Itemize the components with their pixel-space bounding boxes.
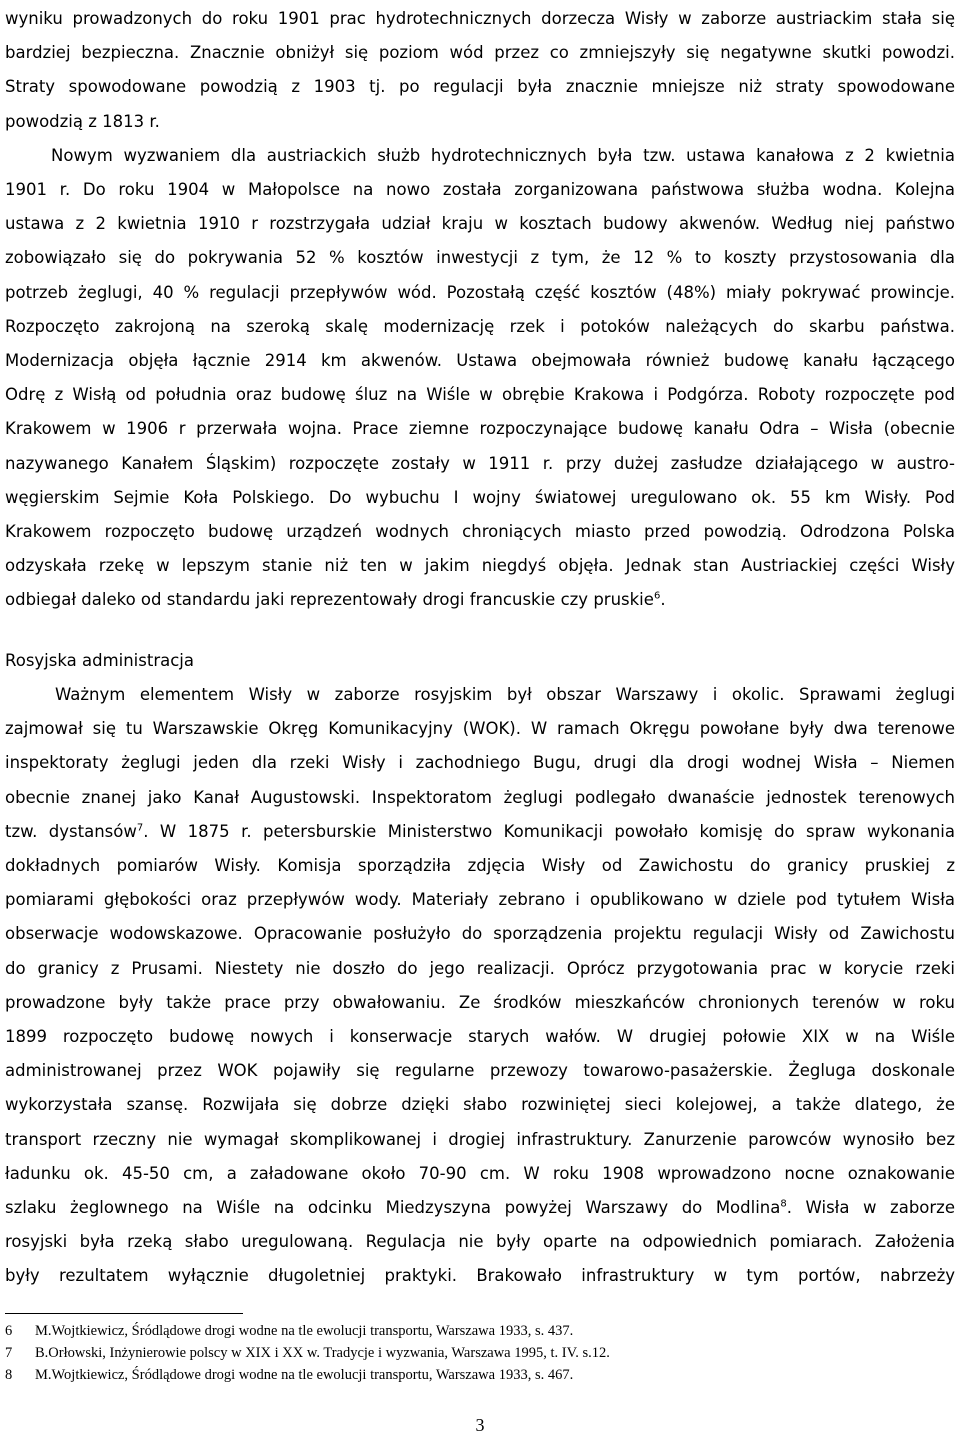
footnote	[5, 1320, 955, 1342]
text-line: ładunku ok. 45-50 cm, a załadowane około 70-90 cm. W roku 1908 wprowadzono nocne oznakowanie	[5, 1163, 955, 1183]
footnote-separator	[5, 1313, 243, 1314]
text-line: Krakowem rozpoczęto budowę urządzeń wodnych chroniących miasto przed powodzią. Odrodzona Polska	[5, 522, 955, 542]
text-line: węgierskim Sejmie Koła Polskiego. Do wybuchu I wojny światowej uregulowano ok. 55 km Wisły. Pod	[5, 487, 955, 507]
text-line	[5, 1191, 955, 1225]
footnote-text: M.Wojtkiewicz, Śródlądowe drogi wodne na tle ewolucji transportu, Warszawa 1933, s. 437.	[35, 1323, 574, 1339]
text-line: Rozpoczęto zakrojoną na szeroką skalę modernizację rzek i potoków należących do skarbu państwa.	[5, 316, 955, 336]
footnote	[5, 1364, 955, 1386]
text-line: 1899 rozpoczęto budowę nowych i konserwacje starych wałów. W drugiej połowie XIX w na Wiśle	[5, 1027, 955, 1047]
footnotes	[5, 1320, 955, 1386]
paragraph-1	[5, 2, 955, 139]
text-line: 1901 r. Do roku 1904 w Małopolsce na nowo została zorganizowana państwowa służba wodna. Kolejna	[5, 180, 955, 200]
text-line: Krakowem w 1906 r przerwała wojna. Prace ziemne rozpoczynające budowę kanału Odra – Wisła (obecnie	[5, 419, 955, 439]
text-fragment: . Wisła w zaborze	[786, 1198, 955, 1218]
page-number: 3	[475, 1415, 485, 1435]
text-line: ustawa z 2 kwietnia 1910 r rozstrzygała udział kraju w kosztach budowy akwenów. Według niej państwo	[5, 214, 955, 234]
text-line: rosyjski była rzeką słabo uregulowaną. Regulacja nie były oparte na odpowiednich pomiarach. Założenia	[5, 1232, 955, 1252]
text-line: Ważnym elementem Wisły w zaborze rosyjskim był obszar Warszawy i okolic. Sprawami żeglugi	[55, 685, 955, 704]
text-line	[5, 815, 955, 849]
text-line	[5, 583, 955, 617]
footnote-text: B.Orłowski, Inżynierowie polscy w XIX i XX w. Tradycje i wyzwania, Warszawa 1995, t. IV. s.12.	[35, 1345, 610, 1361]
footnote-text: M.Wojtkiewicz, Śródlądowe drogi wodne na tle ewolucji transportu, Warszawa 1933, s. 467.	[35, 1367, 574, 1383]
text-line: potrzeb żeglugi, 40 % regulacji przepływów wód. Pozostałą część kosztów (48%) miały pokrywać prowincje.	[5, 282, 955, 302]
footnote-reference[interactable]: 8	[780, 1198, 787, 1210]
text-line: Odrę z Wisłą od południa oraz budowę śluz na Wiśle w obrębie Krakowa i Podgórza. Roboty rozpoczęte pod	[5, 385, 955, 405]
footnote-reference[interactable]: 6	[653, 590, 661, 602]
text-fragment: tzw. dystansów	[5, 821, 137, 841]
footnote-number: 7	[5, 1345, 13, 1361]
text-line: odzyskała rzekę w lepszym stanie niż ten w jakim niegdyś objęła. Jednak stan Austriackiej części Wisły	[5, 556, 955, 576]
text-line: powodzią z 1813 r.	[5, 111, 160, 131]
text-fragment: . W 1875 r. petersburskie Ministerstwo Komunikacji powołało komisję do spraw wykonania	[143, 821, 955, 841]
section-heading: Rosyjska administracja	[5, 651, 194, 670]
text-line: wykorzystała szansę. Rozwijała się dobrze dzięki słabo rozwiniętej sieci kolejowej, a także dlatego, że	[5, 1095, 955, 1115]
text-line: bardziej bezpieczna. Znacznie obniżył się poziom wód przez co zmniejszyły się negatywne skutki powodzi.	[5, 43, 955, 63]
text-fragment: odbiegał daleko od standardu jaki reprezentowały drogi francuskie czy pruskie	[5, 590, 654, 610]
text-line: prowadzone były także prace przy obwałowaniu. Ze środków mieszkańców chronionych terenów w roku	[5, 992, 955, 1012]
text-line: dokładnych pomiarów Wisły. Komisja sporządziła zdjęcia Wisły od Zawichostu do granicy pruskiej z	[5, 856, 955, 876]
text-line: zobowiązało się do pokrywania 52 % kosztów inwestycji z tym, że 12 % to koszty przystosowania dla	[5, 248, 955, 268]
body-text-top	[5, 0, 955, 618]
text-line: obecnie znanej jako Kanał Augustowski. Inspektoratom żeglugi podlegało dwanaście jednostek terenowych	[5, 787, 955, 807]
paragraph-3	[5, 678, 955, 1294]
text-line: inspektoraty żeglugi jeden dla rzeki Wisły i zachodniego Bugu, drugi dla drogi wodnej Wisła – Niemen	[5, 753, 955, 773]
footnote-number: 8	[5, 1367, 13, 1383]
text-line: nazywanego Kanałem Śląskim) rozpoczęte zostały w 1911 r. przy dużej zasłudze działającego w austro-	[5, 453, 955, 473]
text-line: Modernizacja objęła łącznie 2914 km akwenów. Ustawa obejmowała również budowę kanału łączącego	[5, 351, 955, 371]
text-line: pomiarami głębokości oraz przepływów wody. Materiały zebrano i opublikowano w dziele pod tytułem Wisła	[5, 890, 955, 910]
document-page	[5, 0, 955, 1440]
footnote-number: 6	[5, 1323, 13, 1339]
footnote-reference[interactable]: 7	[136, 822, 144, 834]
text-line: wyniku prowadzonych do roku 1901 prac hydrotechnicznych dorzecza Wisły w zaborze austriackim stała się	[5, 9, 955, 28]
text-line: obserwacje wodowskazowe. Opracowanie posłużyło do sporządzenia projektu regulacji Wisły od Zawichostu	[5, 924, 955, 944]
text-line: do granicy z Prusami. Niestety nie doszło do jego realizacji. Oprócz przygotowania prac w korycie rzeki	[5, 958, 955, 978]
text-line: administrowanej przez WOK pojawiły się regularne przewozy towarowo-pasażerskie. Żegluga doskonale	[5, 1061, 955, 1081]
footnote	[5, 1342, 955, 1364]
text-line: Straty spowodowane powodzią z 1903 tj. po regulacji była znacznie mniejsze niż straty spowodowane	[5, 77, 955, 97]
text-fragment: szlaku żeglownego na Wiśle na odcinku Miedzyszyna powyżej Warszawy do Modlina	[5, 1198, 781, 1218]
text-fragment: .	[660, 590, 666, 610]
text-line: transport rzeczny nie wymagał skomplikowanej i drogiej infrastruktury. Zanurzenie parowców wynosiło bez	[5, 1129, 955, 1149]
text-line: były rezultatem wyłącznie długoletniej praktyki. Brakowało infrastruktury w tym portów, nabrzeży	[5, 1266, 955, 1286]
text-line: Nowym wyzwaniem dla austriackich służb hydrotechnicznych była tzw. ustawa kanałowa z 2 kwietnia	[51, 145, 955, 165]
text-line: zajmował się tu Warszawskie Okręg Komunikacyjny (WOK). W ramach Okręgu powołane były dwa terenowe	[5, 719, 955, 739]
paragraph-2	[5, 139, 955, 618]
